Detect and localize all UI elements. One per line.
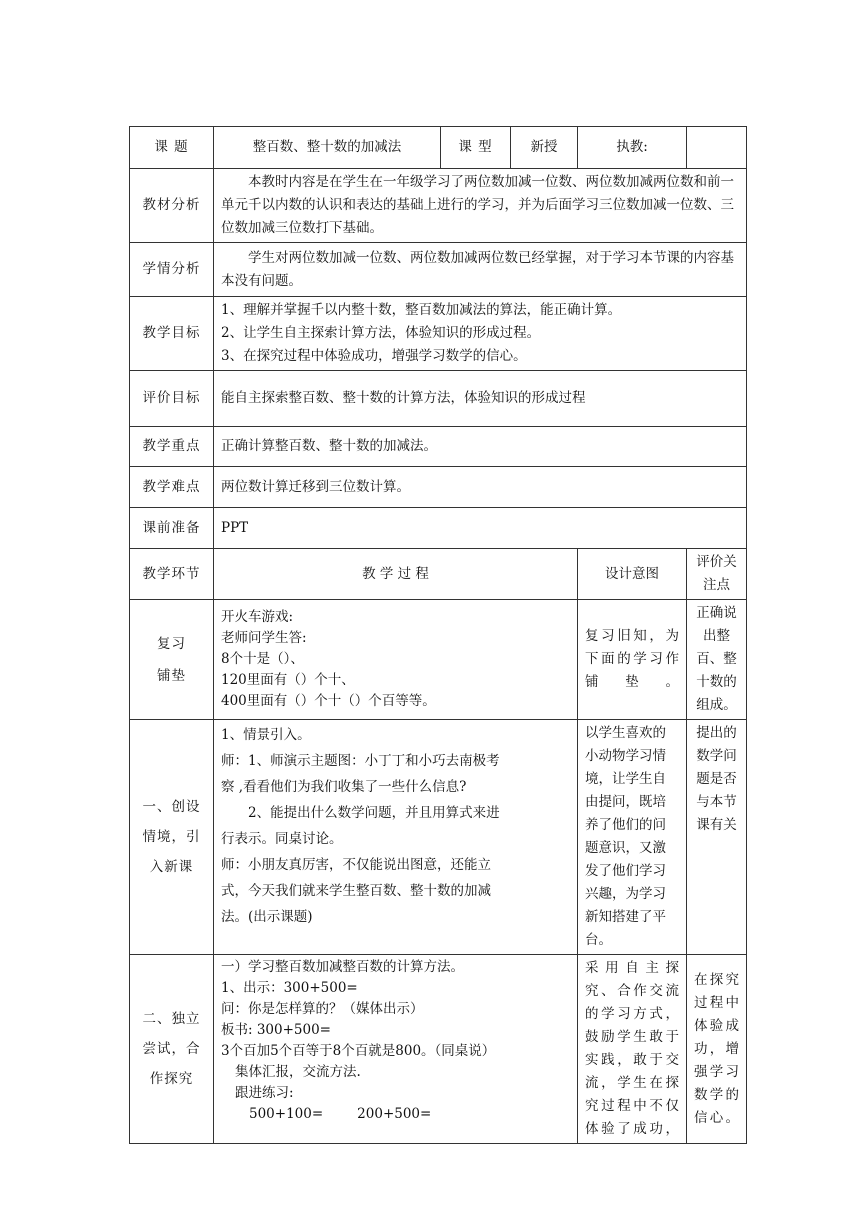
- student-text: 学生对两位数加减一位数、两位数加减两位数已经掌握，对于学习本节课的内容基本没有问题。: [214, 243, 747, 297]
- stage-process: 一）学习整百数加减整百数的计算方法。 1、出示：300+500= 问：你是怎样算的？（媒体出示） 板书: 300+500= 3个百加5个百等于8个百就是800。（同桌说） 集体汇报，交流方法. 跟进练习: 500+100= 200+500=: [214, 955, 578, 1144]
- stage-row: [130, 955, 747, 1144]
- stage-name: 一、创设 情境，引 入新课: [130, 720, 214, 955]
- stage-row: [130, 720, 747, 955]
- stage-intent: 以学生喜欢的小动物学习情境，让学生自由提问，既培养了他们的问题意识，又激发了他们学习兴趣，为学习新知搭建了平台。: [578, 720, 687, 955]
- stage-intent: 采用自主探究、合作交流的学习方式，鼓励学生敢于实践，敢于交流，学生在探究过程中不仅体验了成功，: [578, 955, 687, 1144]
- teacher-label: 执教:: [578, 127, 687, 169]
- stage-process: 开火车游戏: 老师问学生答: 8个十是（）、 120里面有（）个十、 400里面有（）个十（）个百等等。: [214, 600, 578, 720]
- goal-item: 1、理解并掌握千以内整十数，整百数加减法的算法，能正确计算。: [221, 302, 622, 318]
- eval-label: 评价目标: [130, 371, 214, 427]
- stage-focus: 提出的数学问题是否与本节课有关: [687, 720, 747, 955]
- eval-text: 能自主探索整百数、整十数的计算方法，体验知识的形成过程: [214, 371, 747, 427]
- goals-label: 教学目标: [130, 297, 214, 371]
- goals-row: [130, 297, 747, 371]
- stage-name: 复习 铺垫: [130, 600, 214, 720]
- topic-value: 整百数、整十数的加减法: [214, 127, 441, 169]
- difficulty-row: [130, 467, 747, 508]
- stage-header: 教学环节: [130, 549, 214, 600]
- type-label: 课 型: [441, 127, 511, 169]
- material-label: 教材分析: [130, 169, 214, 243]
- practice-expr: 500+100=: [249, 1106, 324, 1122]
- prep-text: PPT: [214, 508, 747, 549]
- key-label: 教学重点: [130, 427, 214, 467]
- stage-focus: 在探究过程中体验成功，增强学习数学的信心。: [687, 955, 747, 1144]
- goal-item: 2、让学生自主探索计算方法，体验知识的形成过程。: [221, 325, 541, 341]
- goals-list: [214, 297, 747, 371]
- material-text: 本教时内容是在学生在一年级学习了两位数加减一位数、两位数加减两位数和前一单元千以内数的认识和表达的基础上进行的学习，并为后面学习三位数加减一位数、三位数加减三位数打下基础。: [214, 169, 747, 243]
- lesson-plan-table: [129, 126, 747, 1144]
- stage-process: 1、情景引入。 师：1、师演示主题图：小丁丁和小巧去南极考 察 ,看看他们为我们收集了一些什么信息? 2、能提出什么数学问题，并且用算式来进 行表示。同桌讨论。 师：小朋友真厉害，不仅能说出图意，还能立 式，今天我们就来学生整百数、整十数的加减 法。(出示课题): [214, 720, 578, 955]
- header-row: [130, 127, 747, 169]
- student-label: 学情分析: [130, 243, 214, 297]
- process-header: 教 学 过 程: [214, 549, 578, 600]
- prep-label: 课前准备: [130, 508, 214, 549]
- stage-name: 二、独立 尝试，合 作探究: [130, 955, 214, 1144]
- key-row: [130, 427, 747, 467]
- prep-row: [130, 508, 747, 549]
- difficulty-label: 教学难点: [130, 467, 214, 508]
- topic-label: 课 题: [130, 127, 214, 169]
- goal-item: 3、在探究过程中体验成功，增强学习数学的信心。: [221, 348, 527, 364]
- key-text: 正确计算整百数、整十数的加减法。: [214, 427, 747, 467]
- type-value: 新授: [511, 127, 578, 169]
- teacher-value: [687, 127, 747, 169]
- student-row: [130, 243, 747, 297]
- stage-intent: 复习旧知，为下面的学习作铺垫。: [578, 600, 687, 720]
- intent-header: 设计意图: [578, 549, 687, 600]
- stage-focus: 正确说出整百、整十数的组成。: [687, 600, 747, 720]
- process-header-row: [130, 549, 747, 600]
- focus-header: 评价关注点: [687, 549, 747, 600]
- difficulty-text: 两位数计算迁移到三位数计算。: [214, 467, 747, 508]
- practice-expr: 200+500=: [357, 1106, 432, 1122]
- stage-row: [130, 600, 747, 720]
- material-row: [130, 169, 747, 243]
- eval-row: [130, 371, 747, 427]
